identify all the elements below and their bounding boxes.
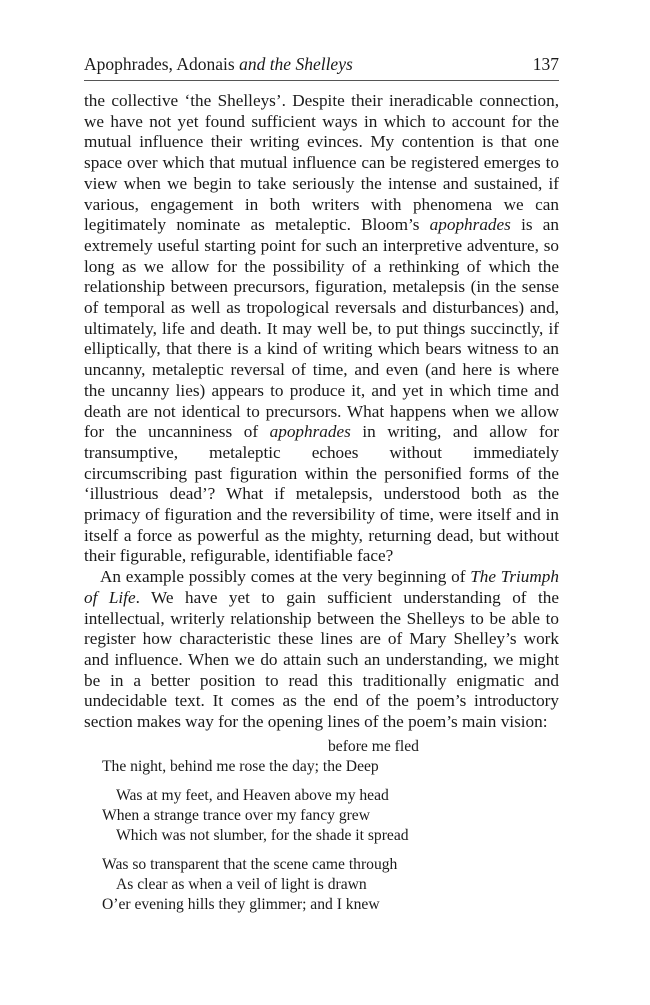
- poem-line-3: Was at my feet, and Heaven above my head: [116, 787, 389, 804]
- poem-quotation: [102, 737, 522, 915]
- page-number: 137: [532, 54, 559, 74]
- poem-line-8: O’er evening hills they glimmer; and I knew: [102, 896, 380, 913]
- poem-line-2: The night, behind me rose the day; the Deep: [102, 758, 379, 775]
- running-header: [84, 53, 559, 75]
- paragraph-1: [84, 91, 559, 567]
- paragraph-1-text-c: in writing, and allow for transumptive, metaleptic echoes without immediately circumscribing past figuration within the personified forms of the ‘illustrious dead’? What if metalepsis, understood both as the primacy of figuration and the reversibility of time, were itself and in itself a force as powerful as the mighty, returning dead, but without their figurable, refigurable, identifiable face?: [84, 422, 559, 566]
- paragraph-2-text-b: . We have yet to gain sufficient understanding of the intellectual, writerly relationship between the Shelleys to be able to register how characteristic these lines are of Mary Shelley’s work and influence. When we do attain such an understanding, we might be in a better position to read this traditionally enigmatic and undecidable text. It comes as the end of the poem’s introductory section makes way for the opening lines of the poem’s main vision:: [84, 587, 560, 732]
- paragraph-1-italic-b: apophrades: [269, 422, 351, 442]
- poem-line-7: As clear as when a veil of light is drawn: [116, 876, 367, 893]
- body-text: [84, 91, 559, 733]
- running-title-italic: and the Shelleys: [239, 54, 353, 74]
- poem-line-1: before me fled: [328, 738, 419, 755]
- poem-line-5: Which was not slumber, for the shade it spread: [116, 827, 409, 844]
- header-rule: [84, 80, 559, 81]
- running-title: [84, 54, 353, 74]
- paragraph-1-text-b: is an extremely useful starting point for such an interpretive adventure, so long as we allow for the possibility of a rethinking of which the relationship between precursors, figuration, metalepsis (in the sense of temporal as well as tropological reversals and disturbances) and, ultimately, life and death. It may well be, to put things succinctly, if elliptically, that there is a kind of writing which bears witness to an uncanny, metaleptic reversal of time, and even (and here is where the uncanny lies) appears to produce it, and yet in which time and death are not identical to precursors. What happens when we allow for the uncanniness of: [84, 215, 559, 442]
- paragraph-1-text-a: the collective ‘the Shelleys’. Despite their ineradicable connection, we have not yet found sufficient ways in which to account for the mutual influence their writing evinces. My contention is that one space over which that mutual influence can be registered emerges to view when we begin to take seriously the intense and sustained, if various, engagement in both writers with phenomena we can legitimately nominate as metaleptic. Bloom’s: [84, 91, 559, 235]
- running-title-roman: Apophrades, Adonais: [84, 54, 240, 74]
- paragraph-2-italic: The Triumph of Life: [84, 567, 559, 607]
- paragraph-1-italic-a: apophrades: [429, 215, 511, 235]
- paragraph-2-text-a: An example possibly comes at the very beginning of: [100, 567, 471, 587]
- paragraph-2: [84, 567, 559, 733]
- poem-line-6: Was so transparent that the scene came through: [102, 856, 398, 873]
- poem-line-4: When a strange trance over my fancy grew: [102, 807, 370, 824]
